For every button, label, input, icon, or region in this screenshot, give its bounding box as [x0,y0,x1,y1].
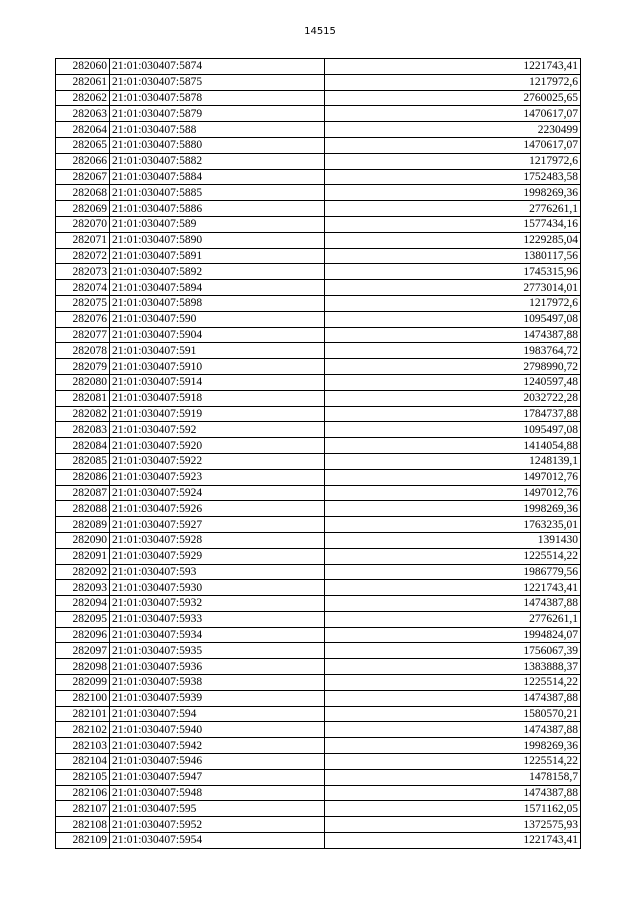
table-row [56,722,581,738]
cadastral-number-cell: 21:01:030407:5891 [110,248,325,264]
cadastral-value-cell: 1229285,04 [325,232,581,248]
cadastral-number-cell: 21:01:030407:5894 [110,280,325,296]
table-row [56,216,581,232]
table-row [56,264,581,280]
row-number-cell: 282073 [56,264,110,280]
table-row [56,548,581,564]
cadastral-number-cell: 21:01:030407:5932 [110,596,325,612]
cadastral-number-cell: 21:01:030407:5882 [110,153,325,169]
cadastral-number-cell: 21:01:030407:5935 [110,643,325,659]
cadastral-number-cell: 21:01:030407:5936 [110,659,325,675]
cadastral-number-cell: 21:01:030407:595 [110,801,325,817]
row-number-cell: 282087 [56,485,110,501]
cadastral-number-cell: 21:01:030407:588 [110,122,325,138]
cadastral-value-cell: 1225514,22 [325,548,581,564]
cadastral-value-cell: 1240597,48 [325,374,581,390]
cadastral-value-cell: 2773014,01 [325,280,581,296]
row-number-cell: 282069 [56,201,110,217]
cadastral-value-cell: 1474387,88 [325,596,581,612]
row-number-cell: 282095 [56,611,110,627]
page-number: 14515 [304,26,336,37]
row-number-cell: 282104 [56,754,110,770]
cadastral-number-cell: 21:01:030407:5946 [110,754,325,770]
cadastral-number-cell: 21:01:030407:5878 [110,90,325,106]
table-row [56,248,581,264]
row-number-cell: 282098 [56,659,110,675]
cadastral-value-cell: 1095497,08 [325,311,581,327]
row-number-cell: 282080 [56,374,110,390]
table-row [56,817,581,833]
table-row [56,169,581,185]
cadastral-value-cell: 1470617,07 [325,106,581,122]
cadastral-number-cell: 21:01:030407:5918 [110,390,325,406]
cadastral-number-cell: 21:01:030407:5885 [110,185,325,201]
cadastral-number-cell: 21:01:030407:594 [110,706,325,722]
cadastral-number-cell: 21:01:030407:589 [110,216,325,232]
cadastral-value-cell: 1474387,88 [325,722,581,738]
cadastral-number-cell: 21:01:030407:5923 [110,469,325,485]
cadastral-value-cell: 1577434,16 [325,216,581,232]
cadastral-number-cell: 21:01:030407:5947 [110,769,325,785]
table-row [56,801,581,817]
row-number-cell: 282079 [56,359,110,375]
cadastral-number-cell: 21:01:030407:590 [110,311,325,327]
table-row [56,469,581,485]
cadastral-value-cell: 1217972,6 [325,153,581,169]
cadastral-value-cell: 1414054,88 [325,438,581,454]
cadastral-value-cell: 2230499 [325,122,581,138]
cadastral-value-cell: 2760025,65 [325,90,581,106]
row-number-cell: 282085 [56,453,110,469]
row-number-cell: 282091 [56,548,110,564]
table-row [56,659,581,675]
cadastral-value-cell: 1391430 [325,532,581,548]
cadastral-value-cell: 1752483,58 [325,169,581,185]
row-number-cell: 282067 [56,169,110,185]
cadastral-value-cell: 1580570,21 [325,706,581,722]
table-row [56,106,581,122]
cadastral-value-cell: 1756067,39 [325,643,581,659]
cadastral-number-cell: 21:01:030407:5892 [110,264,325,280]
cadastral-value-cell: 1994824,07 [325,627,581,643]
table-row [56,706,581,722]
cadastral-value-cell: 1248139,1 [325,453,581,469]
table-row [56,532,581,548]
cadastral-number-cell: 21:01:030407:5880 [110,137,325,153]
row-number-cell: 282090 [56,532,110,548]
cadastral-number-cell: 21:01:030407:5898 [110,295,325,311]
cadastral-value-cell: 1372575,93 [325,817,581,833]
table-row [56,185,581,201]
table-row [56,201,581,217]
cadastral-number-cell: 21:01:030407:5940 [110,722,325,738]
cadastral-number-cell: 21:01:030407:5952 [110,817,325,833]
cadastral-number-cell: 21:01:030407:5920 [110,438,325,454]
table-row [56,90,581,106]
cadastral-number-cell: 21:01:030407:5890 [110,232,325,248]
cadastral-number-cell: 21:01:030407:5914 [110,374,325,390]
cadastral-value-cell: 1217972,6 [325,74,581,90]
row-number-cell: 282106 [56,785,110,801]
cadastral-value-cell: 1225514,22 [325,754,581,770]
row-number-cell: 282061 [56,74,110,90]
table-row [56,422,581,438]
row-number-cell: 282081 [56,390,110,406]
row-number-cell: 282102 [56,722,110,738]
cadastral-value-cell: 1470617,07 [325,137,581,153]
cadastral-number-cell: 21:01:030407:5924 [110,485,325,501]
table-row [56,327,581,343]
cadastral-number-cell: 21:01:030407:5939 [110,690,325,706]
row-number-cell: 282108 [56,817,110,833]
cadastral-number-cell: 21:01:030407:5875 [110,74,325,90]
row-number-cell: 282099 [56,675,110,691]
cadastral-value-cell: 2776261,1 [325,611,581,627]
table-row [56,122,581,138]
table-row [56,74,581,90]
cadastral-number-cell: 21:01:030407:5922 [110,453,325,469]
row-number-cell: 282089 [56,517,110,533]
table-row [56,390,581,406]
row-number-cell: 282084 [56,438,110,454]
row-number-cell: 282088 [56,501,110,517]
cadastral-value-cell: 2798990,72 [325,359,581,375]
row-number-cell: 282107 [56,801,110,817]
table-row [56,374,581,390]
row-number-cell: 282094 [56,596,110,612]
table-row [56,280,581,296]
cadastral-value-cell: 1221743,41 [325,580,581,596]
row-number-cell: 282078 [56,343,110,359]
row-number-cell: 282093 [56,580,110,596]
cadastral-number-cell: 21:01:030407:5927 [110,517,325,533]
cadastral-number-cell: 21:01:030407:591 [110,343,325,359]
cadastral-number-cell: 21:01:030407:5929 [110,548,325,564]
cadastral-value-cell: 1095497,08 [325,422,581,438]
table-row [56,611,581,627]
cadastral-number-cell: 21:01:030407:5933 [110,611,325,627]
cadastral-number-cell: 21:01:030407:593 [110,564,325,580]
cadastral-number-cell: 21:01:030407:5926 [110,501,325,517]
table-row [56,453,581,469]
row-number-cell: 282097 [56,643,110,659]
table-row [56,438,581,454]
cadastral-value-cell: 1217972,6 [325,295,581,311]
table-row [56,738,581,754]
cadastral-number-cell: 21:01:030407:5904 [110,327,325,343]
row-number-cell: 282100 [56,690,110,706]
cadastral-value-table [55,58,581,849]
row-number-cell: 282092 [56,564,110,580]
cadastral-number-cell: 21:01:030407:5874 [110,59,325,75]
row-number-cell: 282060 [56,59,110,75]
row-number-cell: 282070 [56,216,110,232]
table-row [56,153,581,169]
cadastral-value-cell: 1474387,88 [325,690,581,706]
row-number-cell: 282071 [56,232,110,248]
cadastral-value-cell: 1998269,36 [325,738,581,754]
cadastral-value-cell: 1497012,76 [325,469,581,485]
table-row [56,517,581,533]
table-row [56,643,581,659]
table-row [56,343,581,359]
cadastral-value-cell: 1380117,56 [325,248,581,264]
row-number-cell: 282063 [56,106,110,122]
cadastral-number-cell: 21:01:030407:5919 [110,406,325,422]
table-row [56,754,581,770]
cadastral-number-cell: 21:01:030407:592 [110,422,325,438]
row-number-cell: 282072 [56,248,110,264]
table-row [56,137,581,153]
table-body [56,59,581,849]
cadastral-number-cell: 21:01:030407:5938 [110,675,325,691]
row-number-cell: 282109 [56,833,110,849]
cadastral-number-cell: 21:01:030407:5948 [110,785,325,801]
table-row [56,311,581,327]
row-number-cell: 282105 [56,769,110,785]
cadastral-value-cell: 1497012,76 [325,485,581,501]
cadastral-value-cell: 1225514,22 [325,675,581,691]
cadastral-value-cell: 2032722,28 [325,390,581,406]
table-row [56,564,581,580]
row-number-cell: 282065 [56,137,110,153]
row-number-cell: 282068 [56,185,110,201]
row-number-cell: 282103 [56,738,110,754]
row-number-cell: 282082 [56,406,110,422]
cadastral-value-cell: 1763235,01 [325,517,581,533]
table-row [56,769,581,785]
cadastral-number-cell: 21:01:030407:5886 [110,201,325,217]
table-row [56,59,581,75]
cadastral-value-cell: 1474387,88 [325,785,581,801]
cadastral-value-cell: 1745315,96 [325,264,581,280]
row-number-cell: 282086 [56,469,110,485]
cadastral-number-cell: 21:01:030407:5954 [110,833,325,849]
cadastral-value-cell: 1221743,41 [325,833,581,849]
cadastral-value-cell: 1998269,36 [325,501,581,517]
table-row [56,833,581,849]
table-row [56,406,581,422]
table-row [56,501,581,517]
cadastral-number-cell: 21:01:030407:5879 [110,106,325,122]
cadastral-value-cell: 1983764,72 [325,343,581,359]
row-number-cell: 282101 [56,706,110,722]
table-row [56,295,581,311]
table-row [56,580,581,596]
table-row [56,675,581,691]
table-row [56,485,581,501]
row-number-cell: 282083 [56,422,110,438]
cadastral-number-cell: 21:01:030407:5928 [110,532,325,548]
cadastral-value-cell: 1474387,88 [325,327,581,343]
table-row [56,785,581,801]
table-row [56,596,581,612]
cadastral-value-cell: 1998269,36 [325,185,581,201]
row-number-cell: 282074 [56,280,110,296]
row-number-cell: 282096 [56,627,110,643]
row-number-cell: 282075 [56,295,110,311]
cadastral-number-cell: 21:01:030407:5934 [110,627,325,643]
cadastral-number-cell: 21:01:030407:5884 [110,169,325,185]
cadastral-value-cell: 1784737,88 [325,406,581,422]
cadastral-value-cell: 1383888,37 [325,659,581,675]
cadastral-number-cell: 21:01:030407:5930 [110,580,325,596]
cadastral-value-cell: 2776261,1 [325,201,581,217]
table-row [56,359,581,375]
row-number-cell: 282066 [56,153,110,169]
row-number-cell: 282077 [56,327,110,343]
row-number-cell: 282062 [56,90,110,106]
cadastral-number-cell: 21:01:030407:5942 [110,738,325,754]
row-number-cell: 282076 [56,311,110,327]
table-row [56,232,581,248]
table-row [56,690,581,706]
cadastral-number-cell: 21:01:030407:5910 [110,359,325,375]
table-row [56,627,581,643]
cadastral-value-cell: 1221743,41 [325,59,581,75]
cadastral-value-cell: 1478158,7 [325,769,581,785]
cadastral-value-cell: 1986779,56 [325,564,581,580]
row-number-cell: 282064 [56,122,110,138]
cadastral-value-cell: 1571162,05 [325,801,581,817]
